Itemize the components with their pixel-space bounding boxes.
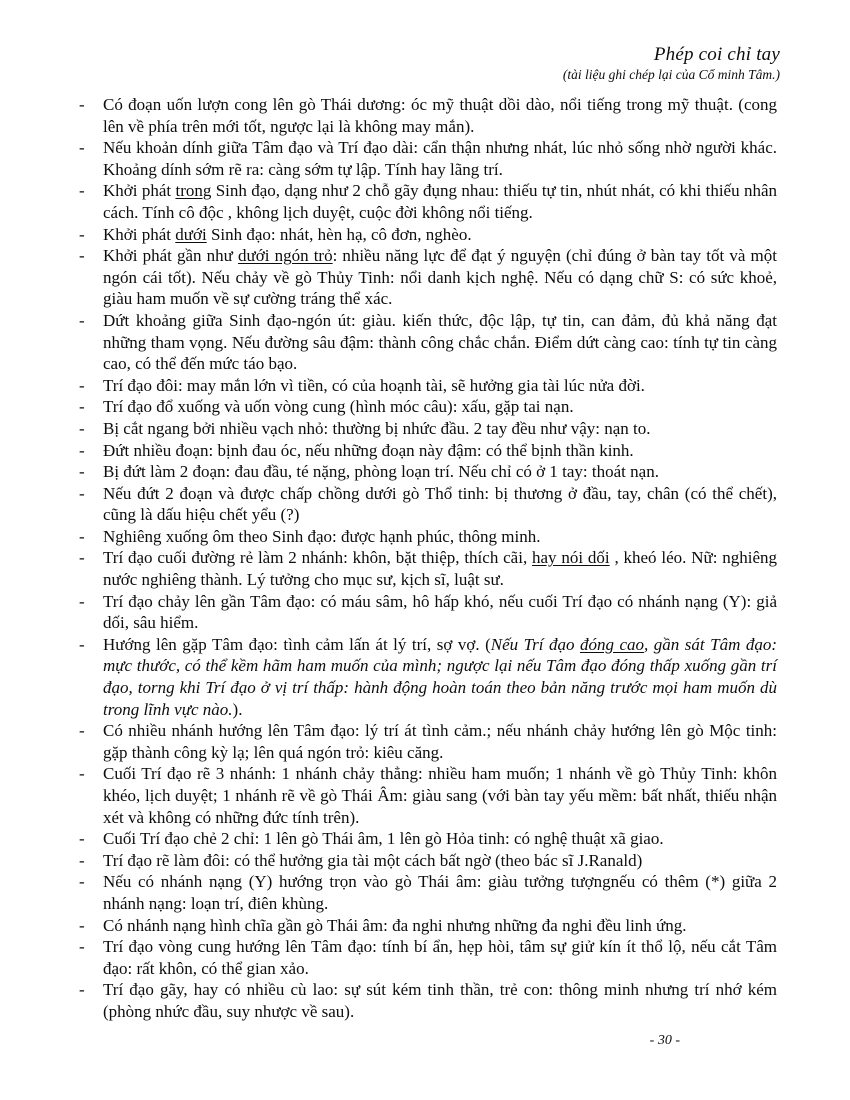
bullet-dash-icon: - bbox=[79, 397, 85, 417]
document-title: Phép coi chỉ tay bbox=[653, 44, 780, 65]
list-item bbox=[75, 526, 777, 548]
text-segment: Trí đạo vòng cung hướng lên Tâm đạo: tính bí ẩn, hẹp hòi, tâm sự giử kín ít thổ lộ, nếu cắt Tâm đạo: rất khôn, có thể gian xảo. bbox=[103, 937, 777, 978]
bullet-dash-icon: - bbox=[79, 850, 85, 870]
text-segment: , gần sát Tâm đạo: mực thước, có thể kềm hãm ham muốn của mình; ngược lại nếu Tâm đạo đóng thấp xuống gần trí đạo, torng khi Trí đạo ở vị trí thấp: hành động hoàn toán theo bản năng trước mọi ham muốn dù trong lĩnh vực nào. bbox=[103, 634, 777, 719]
text-segment: Sinh đạo: nhát, hèn hạ, cô đơn, nghèo. bbox=[206, 224, 472, 244]
text-segment: Trí đạo đổ xuống và uốn vòng cung (hình móc câu): xấu, gặp tai nạn. bbox=[103, 397, 574, 417]
list-item bbox=[75, 591, 777, 634]
list-item bbox=[75, 720, 777, 763]
list-item bbox=[75, 94, 777, 137]
list-item bbox=[75, 547, 777, 590]
list-item bbox=[75, 375, 777, 397]
text-segment: trong bbox=[175, 181, 212, 201]
bullet-dash-icon: - bbox=[79, 246, 85, 266]
bullet-dash-icon: - bbox=[79, 591, 85, 611]
bullet-dash-icon: - bbox=[79, 418, 85, 438]
text-segment: : nhiều năng lực để đạt ý nguyện (chỉ đúng ở bàn tay tốt và một ngón cái tốt). Nếu chảy về gò Thủy Tinh: nổi danh kịch nghệ. Nếu có dạng chữ S: có sức khoẻ, giàu ham muốn về sự cường tráng thể xác. bbox=[103, 246, 777, 309]
bullet-dash-icon: - bbox=[79, 634, 85, 654]
list-item bbox=[75, 224, 777, 246]
list-item bbox=[75, 310, 777, 375]
text-segment: Khởi phát gần như bbox=[103, 246, 239, 266]
text-segment: Trí đạo gãy, hay có nhiều cù lao: sự sút kém tinh thần, trẻ con: thông minh nhưng trí nhớ kém (phòng nhức đầu, suy nhược về sau). bbox=[103, 980, 777, 1021]
page-number: - 30 - bbox=[649, 1033, 680, 1048]
text-segment: Nếu có nhánh nạng (Y) hướng trọn vào gò Thái âm: giàu tưởng tượngnếu có thêm (*) giữa 2 nhánh nạng: loạn trí, điên khùng. bbox=[103, 872, 777, 913]
bullet-dash-icon: - bbox=[79, 764, 85, 784]
list-item bbox=[75, 180, 777, 223]
bullet-list bbox=[75, 94, 777, 1023]
text-segment: Nghiêng xuống ôm theo Sinh đạo: được hạnh phúc, thông minh. bbox=[103, 526, 541, 546]
bullet-dash-icon: - bbox=[79, 95, 85, 114]
bullet-dash-icon: - bbox=[79, 526, 85, 546]
bullet-dash-icon: - bbox=[79, 915, 85, 935]
bullet-dash-icon: - bbox=[79, 462, 85, 482]
text-segment: Trí đạo rẽ làm đôi: có thể hưởng gia tài một cách bất ngờ (theo bác sĩ J.Ranald) bbox=[103, 850, 643, 870]
bullet-dash-icon: - bbox=[79, 829, 85, 849]
list-item bbox=[75, 483, 777, 526]
list-item bbox=[75, 440, 777, 462]
text-segment: Trí đạo chảy lên gần Tâm đạo: có máu sâm, hô hấp khó, nếu cuối Trí đạo có nhánh nạng (Y): giả dối, sâu hiểm. bbox=[103, 591, 777, 633]
bullet-dash-icon: - bbox=[79, 548, 85, 568]
text-segment: Cuối Trí đạo chẻ 2 chỉ: 1 lên gò Thái âm, 1 lên gò Hỏa tinh: có nghệ thuật xã giao. bbox=[103, 829, 664, 849]
page-header bbox=[563, 44, 780, 83]
text-segment: Khởi phát bbox=[103, 181, 176, 201]
bullet-dash-icon: - bbox=[79, 310, 85, 330]
list-item bbox=[75, 871, 777, 914]
list-item bbox=[75, 763, 777, 828]
list-item bbox=[75, 979, 777, 1022]
text-segment: Có nhiều nhánh hướng lên Tâm đạo: lý trí át tình cảm.; nếu nhánh chảy hướng lên gò Mộc tinh: gặp thành công kỳ lạ; lên quá ngón trỏ: kiêu căng. bbox=[103, 721, 777, 762]
text-segment: Trí đạo cuối đường rẻ làm 2 nhánh: khôn, bặt thiệp, thích cãi, bbox=[103, 548, 533, 568]
text-segment: Khởi phát bbox=[103, 224, 176, 244]
text-segment: Đứt nhiều đoạn: bịnh đau óc, nếu những đoạn này đậm: có thể bịnh thần kinh. bbox=[103, 440, 634, 460]
document-body bbox=[75, 94, 777, 1023]
bullet-dash-icon: - bbox=[79, 224, 85, 244]
list-item bbox=[75, 936, 777, 979]
text-segment: Có nhánh nạng hình chĩa gần gò Thái âm: đa nghi nhưng những đa nghi đều linh ứng. bbox=[103, 915, 687, 935]
bullet-dash-icon: - bbox=[79, 138, 85, 158]
bullet-dash-icon: - bbox=[79, 721, 85, 741]
text-segment: ). bbox=[232, 699, 243, 719]
list-item bbox=[75, 850, 777, 872]
text-segment: Bị đứt làm 2 đoạn: đau đầu, té nặng, phòng loạn trí. Nếu chỉ có ở 1 tay: thoát nạn. bbox=[103, 462, 659, 482]
text-segment: Hướng lên gặp Tâm đạo: tình cảm lấn át lý trí, sợ vợ. ( bbox=[103, 634, 491, 654]
text-segment: hay nói dối bbox=[532, 548, 610, 568]
text-segment: Cuối Trí đạo rẽ 3 nhánh: 1 nhánh chảy thẳng: nhiều ham muốn; 1 nhánh về gò Thủy Tinh: khôn khéo, lịch duyệt; 1 nhánh rẽ về gò Thái Âm: giàu sang (với bàn tay yếu mềm: bất nhất, thiếu nhận xét và không có những đức tính trên). bbox=[103, 764, 777, 827]
bullet-dash-icon: - bbox=[79, 375, 85, 395]
text-segment: Có đoạn uốn lượn cong lên gò Thái dương: óc mỹ thuật dồi dào, nổi tiếng trong mỹ thuật. (cong lên về phía trên mới tốt, ngược lại là không may mắn). bbox=[103, 95, 777, 136]
text-segment: Sinh đạo, dạng như 2 chỗ gãy đụng nhau: thiếu tự tin, nhút nhát, có khi thiếu nhân cách. Tính cô độc , không lịch duyệt, cuộc đời không nổi tiếng. bbox=[103, 181, 777, 222]
text-segment: Nếu đứt 2 đoạn và được chấp chồng dưới gò Thổ tinh: bị thương ở đầu, tay, chân (có thể chết), cũng là dấu hiệu chết yểu (?) bbox=[103, 483, 777, 525]
list-item bbox=[75, 245, 777, 310]
list-item bbox=[75, 137, 777, 180]
list-item bbox=[75, 396, 777, 418]
list-item bbox=[75, 418, 777, 440]
bullet-dash-icon: - bbox=[79, 872, 85, 892]
document-subtitle: (tài liệu ghi chép lại của Cổ minh Tâm.) bbox=[562, 67, 780, 82]
text-segment: dưới bbox=[175, 224, 207, 244]
text-segment: dưới ngón trỏ bbox=[238, 246, 333, 266]
text-segment: Trí đạo đôi: may mắn lớn vì tiền, có của hoạnh tài, sẽ hưởng gia tài lúc nửa đời. bbox=[103, 375, 645, 395]
bullet-dash-icon: - bbox=[79, 181, 85, 201]
bullet-dash-icon: - bbox=[79, 440, 85, 460]
list-item bbox=[75, 461, 777, 483]
text-segment: Nếu Trí đạo bbox=[490, 634, 580, 654]
list-item bbox=[75, 915, 777, 937]
text-segment: Dứt khoảng giữa Sinh đạo-ngón út: giàu. kiến thức, độc lập, tự tin, can đảm, đủ khả năng đạt những tham vọng. Nếu đường sâu đậm: thành công chắc chắn. Điểm dứt càng cao: tính tự tin càng cao, có thể đến mức táo bạo. bbox=[103, 310, 777, 374]
text-segment: đóng cao bbox=[579, 634, 645, 654]
text-segment: Nếu khoản dính giữa Tâm đạo và Trí đạo dài: cẩn thận nhưng nhát, lúc nhỏ sống nhờ người khác. Khoảng dính sớm rẽ ra: càng sớm tự lập. Tính hay lãng trí. bbox=[103, 138, 777, 179]
text-segment: Bị cắt ngang bởi nhiều vạch nhỏ: thường bị nhức đầu. 2 tay đều như vậy: nạn to. bbox=[103, 418, 651, 438]
list-item bbox=[75, 634, 777, 720]
text-segment: , kheó léo. Nữ: nghiêng nước nghiêng thành. Lý tưởng cho mục sư, kịch sĩ, luật sư. bbox=[103, 548, 777, 590]
bullet-dash-icon: - bbox=[79, 980, 85, 1000]
bullet-dash-icon: - bbox=[79, 483, 85, 503]
bullet-dash-icon: - bbox=[79, 937, 85, 957]
list-item bbox=[75, 828, 777, 850]
